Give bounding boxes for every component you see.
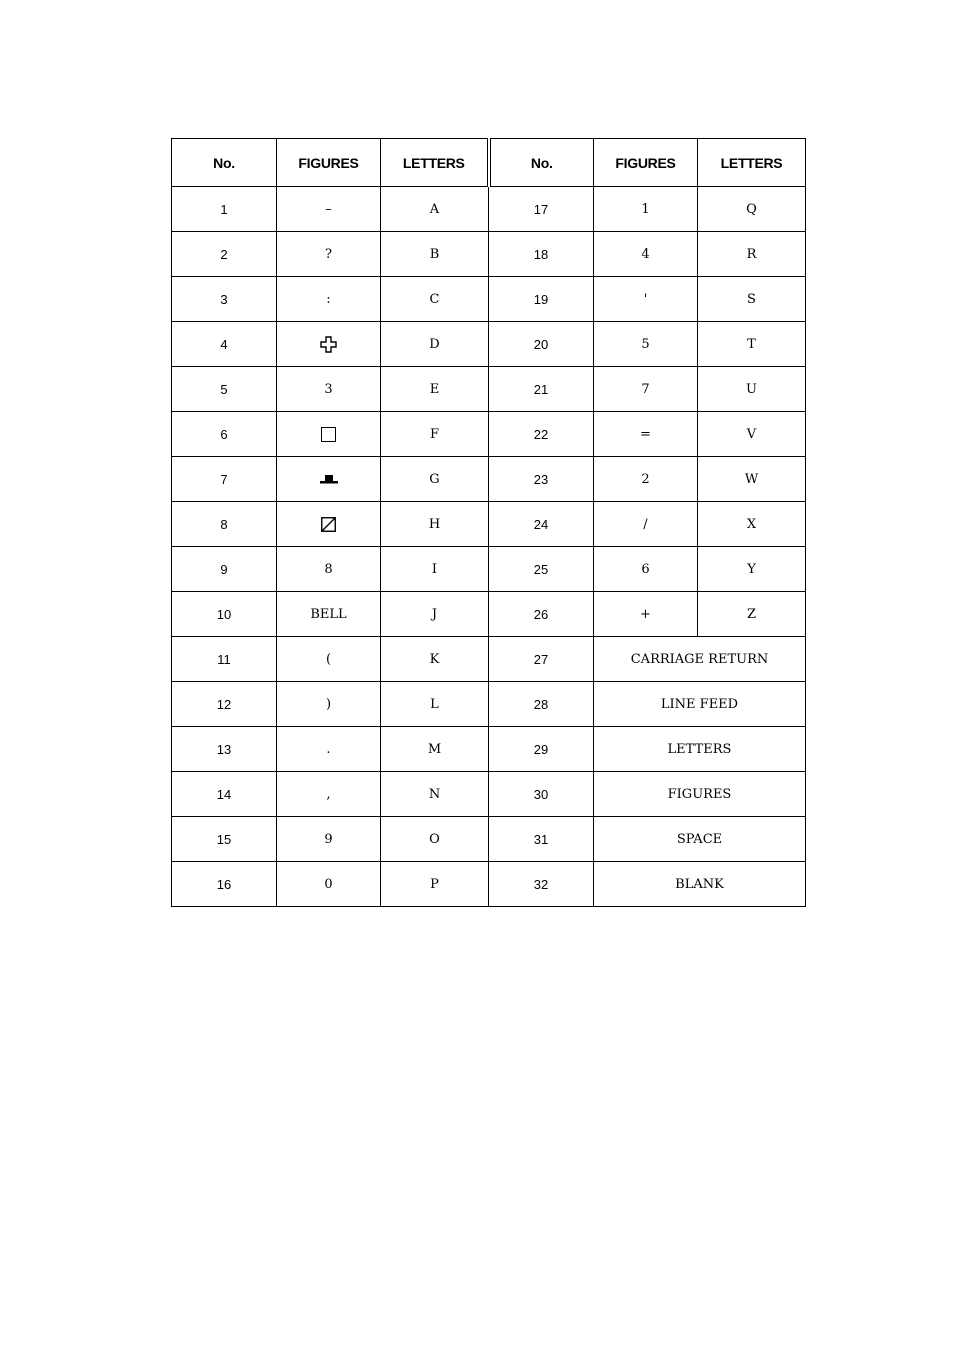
row-number-cell: 4 <box>172 322 277 367</box>
figure-cell <box>277 502 381 547</box>
table-row <box>172 817 806 862</box>
figure-cell: = <box>594 412 698 457</box>
figure-cell <box>277 322 381 367</box>
figure-cell: 7 <box>594 367 698 412</box>
figure-cell: ' <box>594 277 698 322</box>
letter-cell: Y <box>698 547 806 592</box>
table-row <box>172 547 806 592</box>
plus-outline-icon <box>320 337 337 352</box>
letter-cell: M <box>381 727 489 772</box>
header-figures-left: FIGURES <box>277 139 381 187</box>
figure-cell: ( <box>277 637 381 682</box>
square-outline-icon <box>321 427 336 442</box>
function-cell: FIGURES <box>594 772 806 817</box>
figure-cell: BELL <box>277 592 381 637</box>
teleprinter-code-table <box>171 138 806 907</box>
figure-cell: 2 <box>594 457 698 502</box>
table-row <box>172 592 806 637</box>
hat-icon <box>320 472 338 487</box>
figure-cell: 0 <box>277 862 381 907</box>
row-number-cell: 16 <box>172 862 277 907</box>
figure-cell: / <box>594 502 698 547</box>
row-number-cell: 23 <box>489 457 594 502</box>
function-cell: LETTERS <box>594 727 806 772</box>
figure-cell: 6 <box>594 547 698 592</box>
row-number-cell: 7 <box>172 457 277 502</box>
figure-cell: ? <box>277 232 381 277</box>
row-number-cell: 5 <box>172 367 277 412</box>
letter-cell: V <box>698 412 806 457</box>
figure-cell <box>277 412 381 457</box>
figure-cell: 9 <box>277 817 381 862</box>
letter-cell: W <box>698 457 806 502</box>
letter-cell: P <box>381 862 489 907</box>
table-row <box>172 502 806 547</box>
letter-cell: X <box>698 502 806 547</box>
letter-cell: H <box>381 502 489 547</box>
function-cell: SPACE <box>594 817 806 862</box>
table-row <box>172 457 806 502</box>
figure-cell: ) <box>277 682 381 727</box>
header-no-right: No. <box>489 139 594 187</box>
letter-cell: C <box>381 277 489 322</box>
table-row <box>172 412 806 457</box>
figure-cell: 8 <box>277 547 381 592</box>
row-number-cell: 19 <box>489 277 594 322</box>
row-number-cell: 15 <box>172 817 277 862</box>
letter-cell: U <box>698 367 806 412</box>
row-number-cell: 11 <box>172 637 277 682</box>
code-table-container <box>171 138 806 907</box>
table-row <box>172 367 806 412</box>
table-row <box>172 637 806 682</box>
row-number-cell: 10 <box>172 592 277 637</box>
row-number-cell: 8 <box>172 502 277 547</box>
figure-cell: : <box>277 277 381 322</box>
letter-cell: N <box>381 772 489 817</box>
row-number-cell: 20 <box>489 322 594 367</box>
row-number-cell: 1 <box>172 187 277 232</box>
figure-cell: . <box>277 727 381 772</box>
row-number-cell: 31 <box>489 817 594 862</box>
table-row <box>172 862 806 907</box>
table-row <box>172 322 806 367</box>
table-row <box>172 727 806 772</box>
letter-cell: F <box>381 412 489 457</box>
letter-cell: J <box>381 592 489 637</box>
table-body <box>172 187 806 907</box>
letter-cell: A <box>381 187 489 232</box>
header-row <box>172 139 806 187</box>
figure-cell: 3 <box>277 367 381 412</box>
letter-cell: Z <box>698 592 806 637</box>
figure-cell: + <box>594 592 698 637</box>
letter-cell: K <box>381 637 489 682</box>
letter-cell: S <box>698 277 806 322</box>
row-number-cell: 32 <box>489 862 594 907</box>
figure-cell: 1 <box>594 187 698 232</box>
row-number-cell: 22 <box>489 412 594 457</box>
row-number-cell: 17 <box>489 187 594 232</box>
table-row <box>172 772 806 817</box>
row-number-cell: 27 <box>489 637 594 682</box>
table-row <box>172 277 806 322</box>
letter-cell: T <box>698 322 806 367</box>
function-cell: CARRIAGE RETURN <box>594 637 806 682</box>
table-row <box>172 232 806 277</box>
row-number-cell: 6 <box>172 412 277 457</box>
header-no-left: No. <box>172 139 277 187</box>
row-number-cell: 14 <box>172 772 277 817</box>
figure-cell: – <box>277 187 381 232</box>
letter-cell: O <box>381 817 489 862</box>
row-number-cell: 2 <box>172 232 277 277</box>
row-number-cell: 18 <box>489 232 594 277</box>
row-number-cell: 12 <box>172 682 277 727</box>
row-number-cell: 21 <box>489 367 594 412</box>
header-letters-right: LETTERS <box>698 139 806 187</box>
letter-cell: B <box>381 232 489 277</box>
row-number-cell: 26 <box>489 592 594 637</box>
figure-cell: 5 <box>594 322 698 367</box>
letter-cell: L <box>381 682 489 727</box>
header-figures-right: FIGURES <box>594 139 698 187</box>
row-number-cell: 13 <box>172 727 277 772</box>
letter-cell: R <box>698 232 806 277</box>
letter-cell: Q <box>698 187 806 232</box>
row-number-cell: 30 <box>489 772 594 817</box>
table-row <box>172 682 806 727</box>
figure-cell: , <box>277 772 381 817</box>
letter-cell: I <box>381 547 489 592</box>
function-cell: BLANK <box>594 862 806 907</box>
letter-cell: G <box>381 457 489 502</box>
row-number-cell: 28 <box>489 682 594 727</box>
header-letters-left: LETTERS <box>381 139 489 187</box>
row-number-cell: 25 <box>489 547 594 592</box>
figure-cell: 4 <box>594 232 698 277</box>
row-number-cell: 9 <box>172 547 277 592</box>
letter-cell: E <box>381 367 489 412</box>
row-number-cell: 24 <box>489 502 594 547</box>
row-number-cell: 29 <box>489 727 594 772</box>
table-row <box>172 187 806 232</box>
square-diagonal-icon <box>321 517 336 532</box>
row-number-cell: 3 <box>172 277 277 322</box>
function-cell: LINE FEED <box>594 682 806 727</box>
letter-cell: D <box>381 322 489 367</box>
figure-cell <box>277 457 381 502</box>
